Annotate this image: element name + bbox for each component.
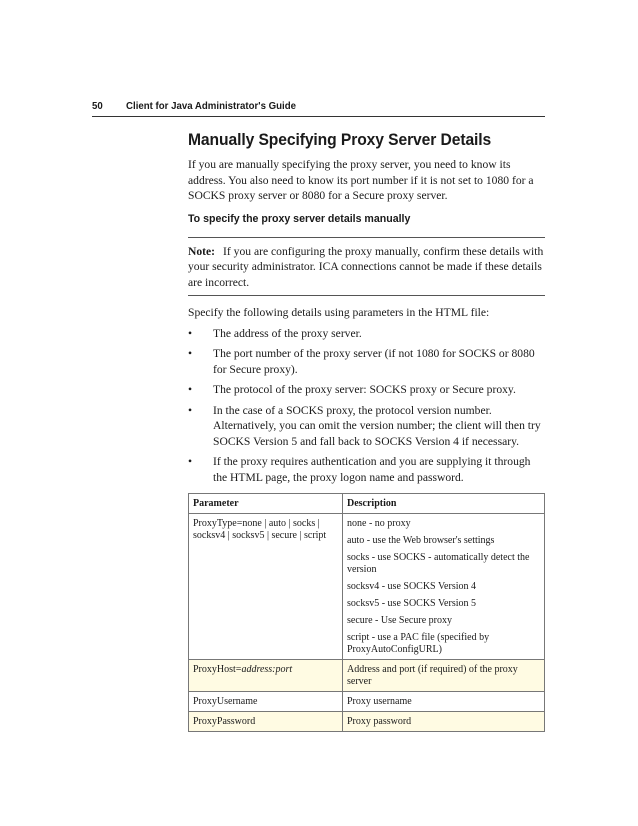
bullet-marker: • [188,347,193,360]
table-row [189,660,545,692]
parameter-cell: ProxyUsername [189,692,343,712]
list-item [188,346,545,377]
list-item-text: If the proxy requires authentication and you are supplying it through the HTML page, the proxy logon name and password. [213,455,531,484]
parameter-prefix: ProxyHost= [193,664,242,675]
description-line: none - no proxy [347,518,411,529]
intro-paragraph: If you are manually specifying the proxy server, you need to know its address. You also need to know its port number if it is not set to 1080 for a SOCKS proxy server or 8080 for a Secure proxy server. [188,158,534,202]
description-line: socksv4 - use SOCKS Version 4 [347,581,476,592]
running-header [92,100,296,112]
description-line: auto - use the Web browser's settings [347,535,495,546]
list-item [188,382,545,398]
table-row [189,514,545,660]
table-header-row [189,494,545,514]
note-paragraph [188,244,545,291]
parameter-cell: ProxyType=none | auto | socks | socksv4 | socksv5 | secure | script [189,514,343,660]
description-line: script - use a PAC file (specified by ProxyAutoConfigURL) [347,632,490,655]
bullet-marker: • [188,455,193,468]
section-content [188,130,545,732]
running-title: Client for Java Administrator's Guide [126,100,296,112]
description-cell: Proxy username [343,692,545,712]
list-item [188,403,545,450]
section-title: Manually Specifying Proxy Server Details [188,130,492,149]
details-list [188,326,545,486]
list-item [188,454,545,485]
list-item-text: The protocol of the proxy server: SOCKS proxy or Secure proxy. [213,383,516,396]
header-rule [92,116,545,117]
bullet-marker: • [188,326,193,340]
note-text: If you are configuring the proxy manually, confirm these details with your security administrator. ICA connections cannot be made if these details are incorrect. [188,244,544,289]
note-box [188,237,545,297]
description-line: socks - use SOCKS - automatically detect the version [347,552,530,575]
note-label: Note: [188,244,216,258]
parameter-placeholder: address:port [241,664,293,675]
parameter-table [188,493,545,732]
list-item [188,326,545,342]
list-item-text: In the case of a SOCKS proxy, the protocol version number. Alternatively, you can omit the version number; the client will then try SOCKS Version 5 and fall back to SOCKS Version 4 if necessary. [213,403,541,448]
description-line: socksv5 - use SOCKS Version 5 [347,598,476,609]
description-cell: Address and port (if required) of the proxy server [343,660,545,692]
list-item-text: The address of the proxy server. [213,326,362,340]
table-row [189,692,545,712]
table-row [189,712,545,732]
description-cell: Proxy password [343,712,545,732]
bullet-marker: • [188,403,193,417]
description-column-header: Description [343,494,545,514]
description-line: secure - Use Secure proxy [347,615,452,626]
description-cell [343,514,545,660]
list-intro: Specify the following details using parameters in the HTML file: [188,306,490,319]
page-number: 50 [92,100,103,112]
parameter-cell: ProxyPassword [189,712,343,732]
parameter-column-header: Parameter [189,494,343,514]
procedure-heading: To specify the proxy server details manually [188,212,411,225]
parameter-cell [189,660,343,692]
list-item-text: The port number of the proxy server (if not 1080 for SOCKS or 8080 for Secure proxy). [213,347,535,376]
bullet-marker: • [188,383,193,396]
